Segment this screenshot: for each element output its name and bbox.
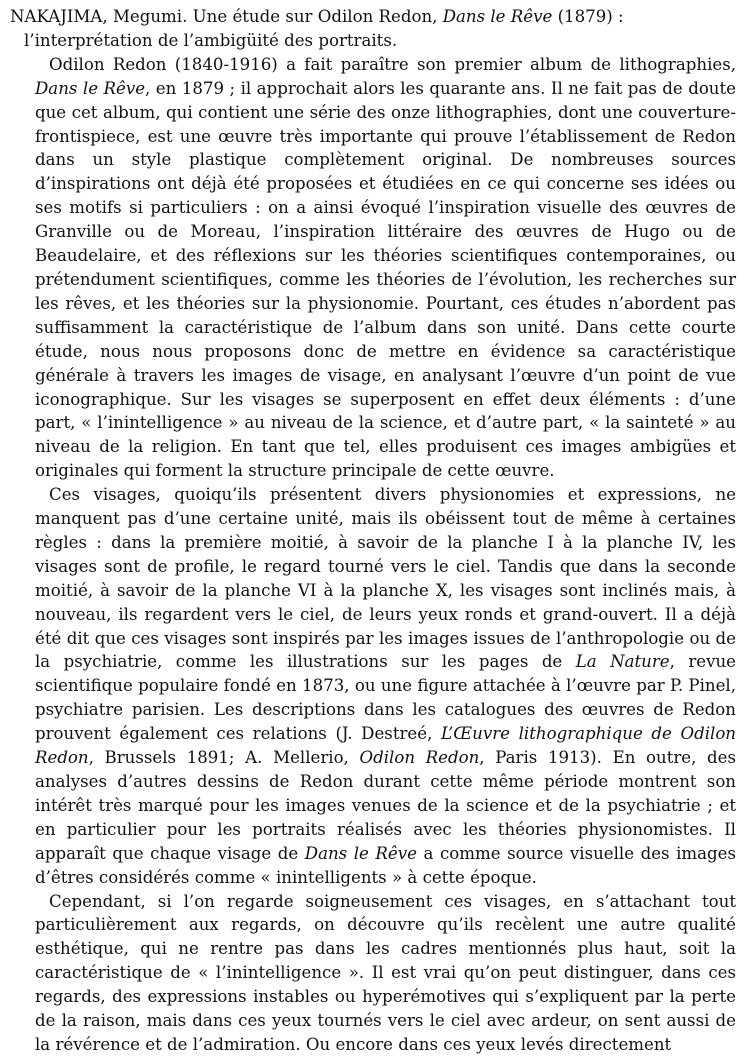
text-run: Odilon Redon (1840-1916) a fait paraître son premier album de lithographies, <box>49 54 736 74</box>
text-run: , en 1879 ; il approchait alors les quarante ans. Il ne fait pas de doute que cet album, qui contient une série des onze lithographies, dont une couverture-frontispiece, est une œuvre très importante qui prouve l’établissement de Redon dans un style plastique complètement original. De nombreuses sources d’inspirations ont déjà été proposées et étudiées en ce qui concerne ses idées ou ses motifs si particuliers : on a ainsi évoqué l’inspiration visuelle des œuvres de Granville ou de Moreau, l’inspiration littéraire des œuvres de Hugo ou de Beaudelaire, et des réflexions sur les théories scientifiques contemporaines, ou prétendument scientifiques, comme les théories de l’évolution, les recherches sur les rêves, et les théories sur la physionomie. Pourtant, ces études n’abordent pas suffisamment la caractéristique de l’album dans son unité. Dans cette courte étude, nous nous proposons donc de mettre en évidence sa caractéristique générale à travers les images de visage, en analysant l’œuvre d’un point de vue iconographique. Sur les visages se superposent en effet deux éléments : d’une part, « l’inintelligence » au niveau de la science, et d’autre part, « la sainteté » au niveau de la religion. En tant que tel, elles produisent ces images ambigües et originales qui forment la structure principale de cette œuvre. <box>35 78 736 481</box>
body-paragraph-1 <box>35 53 736 483</box>
title-italic: Dans le Rêve <box>442 7 553 26</box>
title-part-3: (1879) : l’interprétation de l’ambigüité des portraits. <box>24 7 624 50</box>
article-body <box>35 53 736 1057</box>
italic-run: Dans le Rêve <box>35 78 146 98</box>
italic-run: Odilon Redon <box>359 748 480 768</box>
text-run: Cependant, si l’on regarde soigneusement ces visages, en s’attachant tout particulièrement aux regards, on découvre qu’ils recèlent une autre qualité esthétique, qui ne rentre pas dans les cadres mentionnés plus haut, soit la caractéristique de « l’inintelligence ». Il est vrai qu’on peut distinguer, dans ces regards, des expressions instables ou hyperémotives qui s’expliquent par la perte de la raison, mais dans ces yeux tournés vers le ciel avec ardeur, on sent aussi de la révérence et de l’admiration. Ou encore dans ces yeux levés directement <box>35 891 736 1054</box>
title-part-1: Une étude sur Odilon Redon, <box>192 7 438 26</box>
article-heading <box>10 5 736 53</box>
text-run: a comme source visuelle des images d’êtres considérés comme « inintelligents » à cette époque. <box>35 843 737 887</box>
italic-run: L’Œuvre lithographique de Odilon Redon <box>35 724 736 768</box>
italic-run: Dans le Rêve <box>304 843 417 863</box>
text-run: , Brussels 1891; A. Mellerio, <box>88 748 360 768</box>
author-name: NAKAJIMA, Megumi. <box>10 7 188 26</box>
text-run: , Paris 1913). En outre, des analyses d’autres dessins de Redon durant cette même période montrent son intérêt très marqué pour les images venues de la science et de la psychiatrie ; et en particulier pour les portraits réalisés avec les théories physionomistes. Il apparaît que chaque visage de <box>35 748 737 863</box>
text-run: , revue scientifique populaire fondé en 1873, ou une figure attachée à l’œuvre par P. Pinel, psychiatre parisien. Les descriptions dans les catalogues des œuvres de Redon prouvent également ces relations (J. Destreé, <box>35 652 736 744</box>
body-paragraph-2 <box>35 483 736 889</box>
italic-run: La Nature <box>575 652 670 672</box>
text-run: Ces visages, quoiqu’ils présentent divers physionomies et expressions, ne manquent pas d’une certaine unité, mais ils obéissent tout de même à certaines règles : dans la première moitié, à savoir de la planche I à la planche IV, les visages sont de profile, le regard tourné vers le ciel. Tandis que dans la seconde moitié, à savoir de la planche VI à la planche X, les visages sont inclinés mais, à nouveau, ils regardent vers le ciel, de leurs yeux ronds et grand-ouvert. Il a déjà été dit que ces visages sont inspirés par les images issues de l’anthropologie ou de la psychiatrie, comme les illustrations sur les pages de <box>35 485 736 672</box>
body-paragraph-3 <box>35 890 736 1057</box>
